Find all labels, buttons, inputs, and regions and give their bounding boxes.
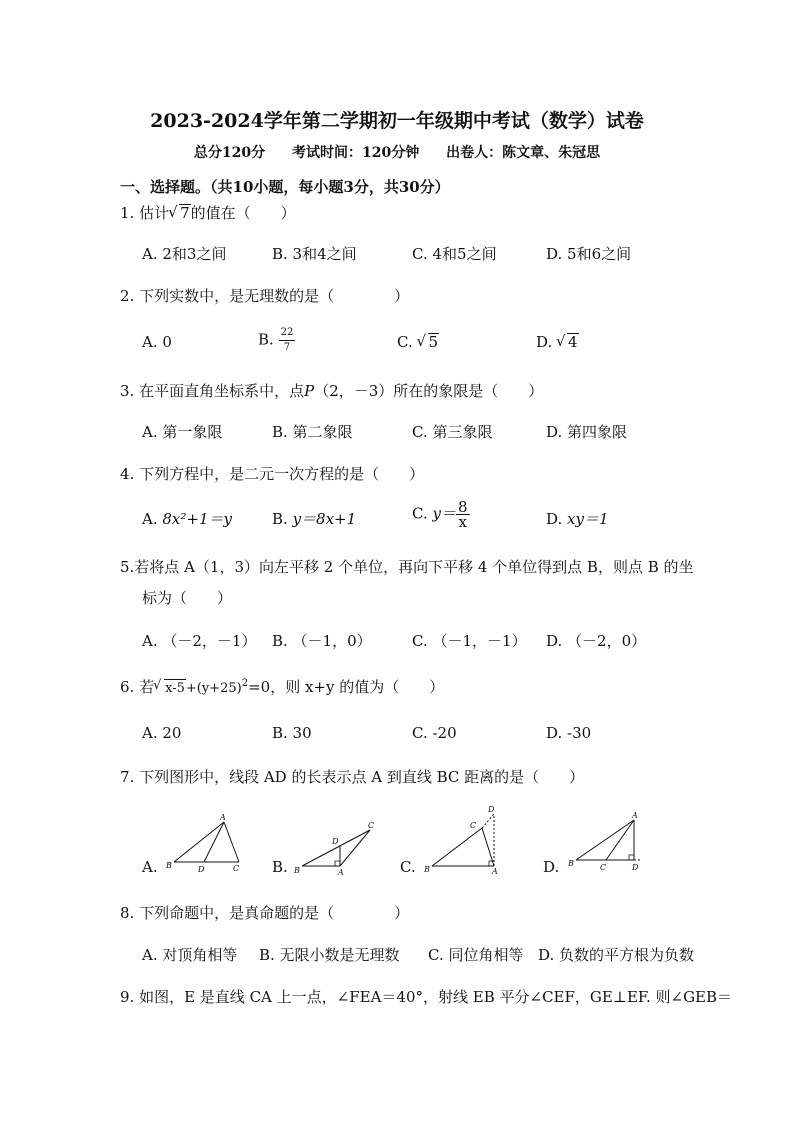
q7-figure-d [562,808,652,876]
q5-option-a: A. （－2，－1） [142,632,257,650]
q7d-label-d: D [632,863,639,872]
q7c-label-a: A [492,867,498,876]
q7-figure-b [288,818,388,876]
q2-option-b: B. $\frac{22}{7}$ [258,327,294,353]
q2-fraction: $\frac{22}{7}$ [280,327,294,353]
q6-option-a: A. 20 [142,724,182,742]
q1-option-d: D. 5和6之间 [546,245,632,263]
q2-sqrt-5: √ 5 [418,333,440,351]
q7-figure-label-d: D. [543,858,560,876]
q7c-label-d: D [488,805,495,814]
exam-title: 2023-2024学年第二学期初一年级期中考试（数学）试卷 [150,110,644,132]
question-1 [120,202,296,223]
q4-option-b: B. y＝8x+1 [272,510,357,528]
q7-figure-a [160,810,250,876]
q5-option-b: B. （－1，0） [272,632,372,650]
question-4: 4. 下列方程中，是二元一次方程的是（ ） [120,465,425,483]
q4-option-c: C. y＝ $\frac{8}{x}$ [412,498,468,531]
question-9: 9. 如图，E 是直线 CA 上一点，∠FEA＝40°，射线 EB 平分∠CEF，GE⊥EF. 则∠GEB＝ [120,988,733,1006]
q2-option-d: D. √ 4 [536,333,579,351]
q2-option-c: C. √ 5 [397,333,439,351]
question-5-line-2: 标为（ ） [142,589,233,607]
q5-option-d: D. （－2，0） [546,632,647,650]
q3-option-d: D. 第四象限 [546,423,628,441]
q1-stem-start: 1. 估计 [120,204,170,222]
question-6: 6. 若√ $x-5+(y+25)^2=0$，则 x+y 的值为（ ） [120,676,444,697]
question-7: 7. 下列图形中，线段 AD 的长表示点 A 到直线 BC 距离的是（ ） [120,768,585,786]
q4-fraction: $\frac{8}{x}$ [457,498,468,531]
q7d-label-b: B [568,859,574,868]
q3-option-b: B. 第二象限 [272,423,353,441]
exam-time: 考试时间：120分钟 [292,145,420,161]
q7d-label-a: A [632,811,638,820]
q2-sqrt-4: √ 4 [557,333,579,351]
question-8: 8. 下列命题中，是真命题的是（ ） [120,904,410,922]
q8-option-a: A. 对顶角相等 [142,946,238,964]
q5-option-c: C. （－1，－1） [412,632,527,650]
question-5-line-1: 5.若将点 A（1，3）向左平移 2 个单位，再向下平移 4 个单位得到点 B，则点 B 的坐 [120,558,694,576]
q4-option-a: A. 8x²+1＝y [142,510,232,528]
q7a-label-d: D [198,865,205,874]
q7d-label-c: C [600,863,607,872]
q8-option-c: C. 同位角相等 [428,946,524,964]
q4-option-d: D. xy＝1 [546,510,609,528]
q7c-label-c: C [470,821,477,830]
q7a-label-b: B [166,861,172,870]
q3-option-c: C. 第三象限 [412,423,493,441]
q7c-label-b: B [424,865,430,874]
q7b-label-b: B [294,866,300,875]
q7a-label-a: A [220,813,226,822]
q3-point: P [304,382,315,400]
q7b-label-d: D [332,837,339,846]
exam-author: 出卷人：陈文章、朱冠思 [446,145,601,161]
q6-option-c: C. -20 [412,724,457,742]
q1-option-a: A. 2和3之间 [142,245,227,263]
q7-figure-label-c: C. [400,858,416,876]
exam-subtitle [0,142,794,162]
q1-option-b: B. 3和4之间 [272,245,357,263]
q7-figure-label-a: A. [142,858,158,876]
total-score: 总分120分 [193,145,266,161]
q7a-label-c: C [233,864,240,873]
q7-figure-label-b: B. [272,858,288,876]
q3-option-a: A. 第一象限 [142,423,223,441]
q7b-label-c: C [368,821,375,830]
q8-option-d: D. 负数的平方根为负数 [538,946,695,964]
q6-option-d: D. -30 [546,724,592,742]
question-3: 3. 在平面直角坐标系中，点P（2，－3）所在的象限是（ ） [120,382,544,400]
section-heading: 一、选择题。（共10小题，每小题3分，共30分） [120,178,450,196]
q1-option-c: C. 4和5之间 [412,245,497,263]
question-2: 2. 下列实数中，是无理数的是（ ） [120,287,410,305]
q6-sqrt: √ x-5 [154,679,186,697]
q1-stem-end: 的值在（ ） [190,204,296,222]
q2-option-a: A. 0 [142,333,172,351]
q7b-label-a: A [338,868,344,876]
q8-option-b: B. 无限小数是无理数 [259,946,400,964]
q1-sqrt: √ 7 [169,204,191,222]
q6-option-b: B. 30 [272,724,312,742]
q7-figure-c [418,804,518,876]
